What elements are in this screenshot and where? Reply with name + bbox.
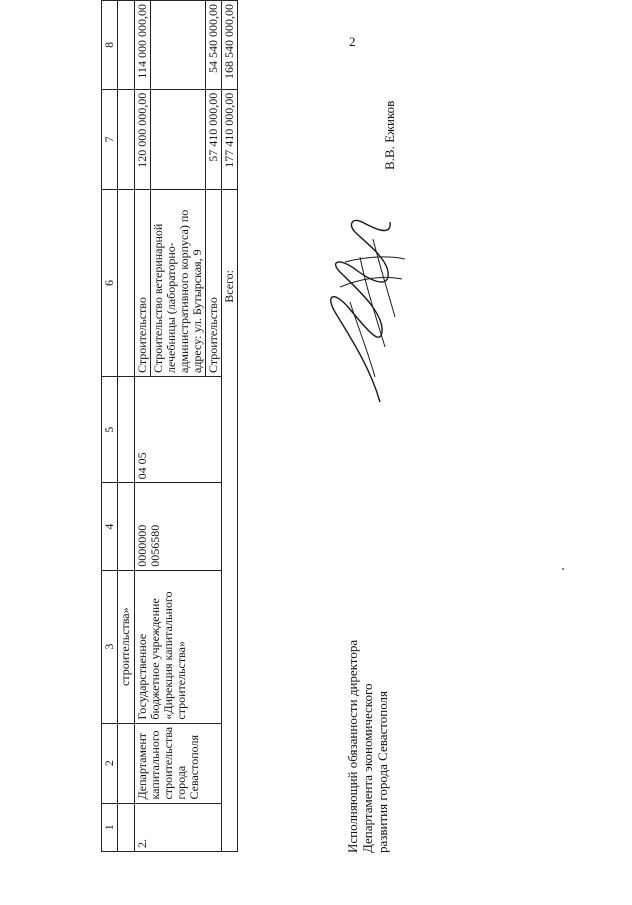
table-cell	[118, 377, 135, 483]
table-cell	[118, 803, 135, 851]
signatory-line-1: Исполняющий обязанности директора	[345, 639, 360, 853]
total-amount2: 168 540 000,00	[222, 1, 238, 90]
type-cell: Строительство	[135, 190, 151, 377]
table-cell	[118, 723, 135, 803]
budget-table-wrap	[101, 0, 238, 852]
table-cell	[118, 1, 135, 90]
signatory-line-2: Департамента экономического	[360, 683, 375, 853]
page-number: 2	[349, 34, 356, 49]
amount1-cell: 120 000 000,00	[135, 89, 151, 189]
signatory-title	[345, 640, 390, 853]
table-row-2-top	[135, 1, 151, 852]
recipient-cell: Государственное бюджетное учреждение «Дирекция капитального строительства»	[135, 570, 222, 723]
subtotal-type: Строительство	[206, 190, 222, 377]
signatory-line-3: развития города Севастополя	[375, 690, 390, 853]
subtotal-amount2: 54 540 000,00	[206, 1, 222, 90]
code-cell: 0000000 0056580	[135, 483, 222, 570]
handwritten-signature	[310, 207, 420, 407]
department-cell: Департамент капитального строительства города Севастополя	[135, 723, 222, 803]
table-cell	[118, 190, 135, 377]
code2-cell: 04 05	[135, 377, 222, 483]
total-label: Всего:	[222, 190, 238, 852]
table-cell	[118, 483, 135, 570]
header-cell: 6	[102, 190, 118, 377]
scan-speck	[562, 568, 564, 570]
header-cell: 4	[102, 483, 118, 570]
header-cell: 2	[102, 723, 118, 803]
amount2-cell: 114 000 000,00	[135, 1, 151, 90]
signatory-name: В.В. Ежиков	[382, 100, 397, 170]
table-cell	[118, 89, 135, 189]
header-cell: 3	[102, 570, 118, 723]
budget-table	[101, 0, 238, 852]
subtotal-amount1: 57 410 000,00	[206, 89, 222, 189]
table-header-row	[102, 1, 118, 852]
header-cell: 7	[102, 89, 118, 189]
header-cell: 8	[102, 1, 118, 90]
table-cell	[151, 89, 206, 189]
object-description: Строительство ветеринарной лечебницы (лабораторно-административного корпуса) по адресу: ул. Бутырская, 9	[151, 190, 206, 377]
header-cell: 5	[102, 377, 118, 483]
table-row-continuation	[118, 1, 135, 852]
header-cell: 1	[102, 803, 118, 851]
table-total-row	[222, 1, 238, 852]
total-amount1: 177 410 000,00	[222, 89, 238, 189]
row-number: 2.	[135, 803, 222, 851]
table-cell	[151, 1, 206, 90]
table-cell-recipient-cont: строительства»	[118, 570, 135, 723]
